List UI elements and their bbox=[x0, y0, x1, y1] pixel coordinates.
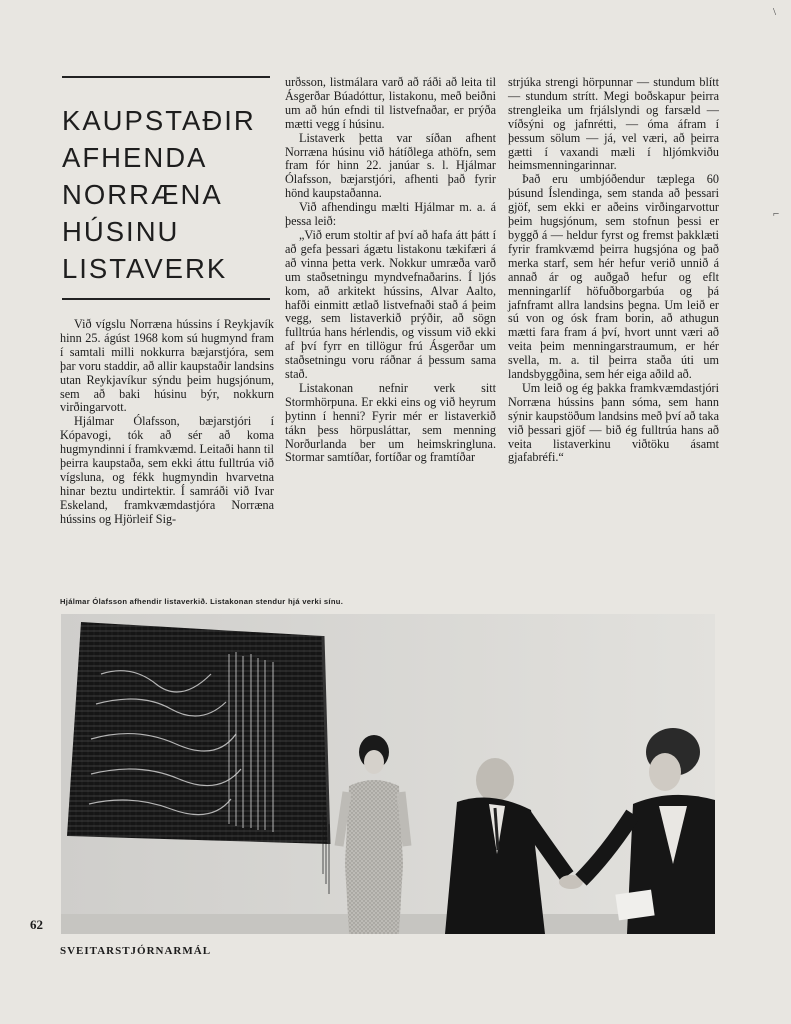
headline-top-rule bbox=[62, 76, 270, 78]
headline-line: KAUPSTAÐIR bbox=[62, 105, 256, 136]
headline-line: AFHENDA bbox=[62, 142, 208, 173]
headline-line: HÚSINU bbox=[62, 216, 180, 247]
photo-caption: Hjálmar Ólafsson afhendir listaverkið. Listakonan stendur hjá verki sínu. bbox=[60, 597, 344, 606]
headline-line: LISTAVERK bbox=[62, 253, 228, 284]
margin-mark: ⌐ bbox=[773, 208, 780, 220]
paragraph: Listakonan nefnir verk sitt Stormhörpuna. Er ekki eins og við heyrum þytinn í henni? Fyrir mér er listaverkið tákn þess hörpusláttar, sem menning Norðurlanda ber um heimskringluna. Stormar samtíðar, fortíðar og framtíðar bbox=[285, 380, 496, 465]
paragraph: urðsson, listmálara varð að ráði að leita til Ásgerðar Búadóttur, listakonu, með beiðni um að hún efndi til listvefnaðar, er prýða mætti vegg í húsinu. bbox=[285, 75, 496, 131]
column-1 bbox=[60, 318, 274, 527]
margin-mark: \ bbox=[773, 6, 777, 18]
paragraph: Við afhendingu mælti Hjálmar m. a. á þessa leið: bbox=[285, 200, 496, 229]
paragraph: Listaverk þetta var síðan afhent Norræna húsinu við hátíðlega athöfn, sem fram fór hinn 22. janúar s. l. Hjálmar Ólafsson, bæjarstjóri, afhenti það fyrir hönd kaupstaðanna. bbox=[285, 130, 496, 201]
paragraph: Það eru umbjóðendur tæplega 60 þúsund Íslendinga, sem standa að þessari gjöf, sem ekki er aðeins virðingarvottur þeim hugsjónum, sem stofnun þessi er byggð á — heldur fyrst og fremst þakklæti fyrir framkvæmd þeirra hugsjóna og það merka starf, sem hér hefur verið unnið á annað ár og auðgað hefur og eflt menningarlíf höfuðborgarbúa og þá jafnframt allra landsins þegna. Um leið er sú von og ósk fram borin, að athugun mætti fara fram á því, hvort unnt væri að veita þeim menningarstraumum, er hér svella, m. a. til þeirra staða úti um landsbyggðina, sem hér eiga aðild að. bbox=[508, 172, 719, 382]
ceremony-photo bbox=[61, 614, 715, 934]
paragraph: Við vígslu Norræna hússins í Reykjavík hinn 25. ágúst 1968 kom sú hugmynd fram í samtali milli nokkurra bæjarstjóra, sem þar voru staddir, að allir kaupstaðir landsins utan Reykjavíkur sýndu þeim hugsjónum, sem að baki húsinu býr, nokkurn virðingarvott. bbox=[60, 317, 274, 415]
headline bbox=[62, 102, 277, 287]
paragraph: strjúka strengi hörpunnar — stundum blítt — stundum strítt. Megi boðskapur þeirra strengleika um frjálslyndi og farsæld — víðsýni og jafnrétti, — óma áfram í þessum sölum — já, vel væri, að þeirra gætti í vaxandi mæli í hljómkviðu heimsmenningarinnar. bbox=[508, 75, 719, 173]
headline-line: NORRÆNA bbox=[62, 179, 223, 210]
column-3 bbox=[508, 76, 719, 465]
column-2 bbox=[285, 76, 496, 465]
photo-illustration bbox=[61, 614, 715, 934]
magazine-title-footer: SVEITARSTJÓRNARMÁL bbox=[60, 945, 212, 957]
quote-paragraph: „Við erum stoltir af því að hafa átt þátt í að gefa þessari ágætu listakonu tækifæri á að vinna þetta verk. Nokkur umræða varð um staðsetningu myndvefnaðarins. Í ljós kom, að arkitekt hússins, Alvar Aalto, hafði einmitt ætlað listvefnaði stað á þeim vegg, sem listaverkið prýðir, að sögn fulltrúa hans hérlendis, og vissum við ekki af því fyrr en tillögur frú Ásgerðar um staðsetningu voru ráðnar á þessum sama stað. bbox=[285, 227, 496, 382]
page-number: 62 bbox=[30, 917, 43, 932]
headline-bottom-rule bbox=[62, 298, 270, 300]
paragraph: Um leið og ég þakka framkvæmdastjóri Norræna hússins þann sóma, sem hann sýnir kaupstöðum landsins með því að taka við þessari gjöf — bið ég fulltrúa hans að veita listaverkinu viðtöku ásamt gjafabréfi.“ bbox=[508, 380, 719, 465]
paragraph: Hjálmar Ólafsson, bæjarstjóri í Kópavogi, tók að sér að koma hugmyndinni í framkvæmd. Leitaði hann til þeirra kaupstaða, sem ekki áttu fulltrúa við vígsluna, og fékk hugmyndin hvarvetna hinar beztu undirtektir. Í samráði við Ivar Eskeland, framkvæmdastjóra Norræna hússins og Hjörleif Sig- bbox=[60, 414, 274, 526]
